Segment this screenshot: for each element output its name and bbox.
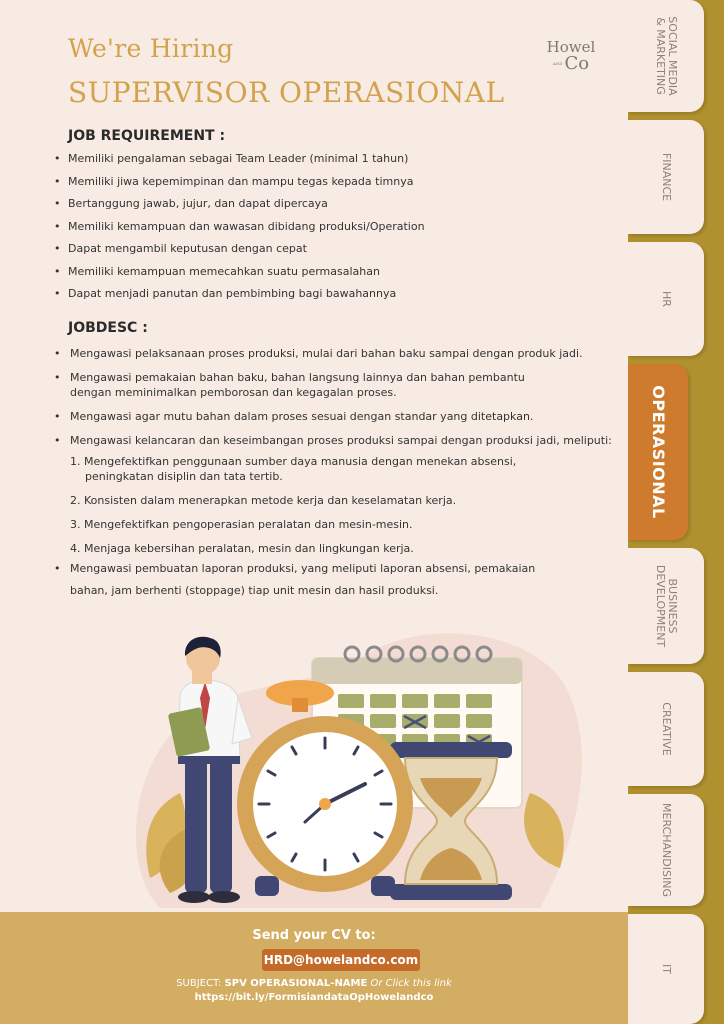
logo-and: AND	[552, 61, 563, 66]
tab-creative[interactable]	[628, 672, 704, 786]
subject-line	[0, 978, 628, 989]
email-link[interactable]: HRD@howelandco.com	[262, 949, 420, 971]
tab-label-line-1: SOCIAL MEDIA	[666, 16, 679, 96]
list-item: • Memiliki pengalaman sebagai Team Leader (minimal 1 tahun)	[54, 152, 574, 166]
hiring-heading: We're Hiring	[68, 34, 234, 63]
jobdesc-list	[54, 346, 614, 448]
footer	[0, 912, 628, 1024]
list-item: • Mengawasi pelaksanaan proses produksi, mulai dari bahan baku sampai dengan produk jadi.	[54, 346, 614, 361]
list-item: • Dapat menjadi panutan dan pembimbing bagi bawahannya	[54, 287, 574, 301]
sub-list-item: 1. Mengefektifkan penggunaan sumber daya manusia dengan menekan absensi, peningkatan disiplin dan tata tertib.	[70, 455, 517, 483]
sub-list-item: 4. Menjaga kebersihan peralatan, mesin dan lingkungan kerja.	[70, 542, 414, 555]
list-item: • Dapat mengambil keputusan dengan cepat	[54, 242, 574, 256]
tab-finance[interactable]	[628, 120, 704, 234]
time-management-illustration	[120, 618, 590, 914]
tab-label: OPERASIONAL	[649, 385, 668, 519]
sub-list-item: 2. Konsisten dalam menerapkan metode kerja dan keselamatan kerja.	[70, 494, 457, 507]
list-item: • Bertanggung jawab, jujur, dan dapat dipercaya	[54, 197, 574, 211]
form-link[interactable]: https://bit.ly/FormisiandataOpHowelandco	[194, 992, 434, 1003]
company-logo	[540, 40, 602, 73]
tab-label: IT	[660, 964, 673, 974]
list-item: • Memiliki jiwa kepemimpinan dan mampu tegas kepada timnya	[54, 175, 574, 189]
tab-business-development[interactable]	[628, 548, 704, 664]
logo-line-1: Howel	[546, 38, 596, 56]
tab-label-line-2: DEVELOPMENT	[654, 564, 667, 648]
list-item: • Mengawasi pemakaian bahan baku, bahan langsung lainnya dan bahan pembantu dengan meminimalkan pemborosan dan kegagalan proses.	[54, 370, 544, 400]
tab-label: FINANCE	[660, 152, 673, 202]
sub-list-item: 3. Mengefektifkan pengoperasian peralatan dan mesin-mesin.	[70, 518, 413, 531]
jobdesc-heading: JOBDESC :	[68, 320, 148, 336]
list-item: • Mengawasi agar mutu bahan dalam proses sesuai dengan standar yang ditetapkan.	[54, 409, 614, 424]
list-item: • Mengawasi kelancaran dan keseimbangan proses produksi sampai dengan produksi jadi, meliputi:	[54, 433, 614, 448]
position-title: SUPERVISOR OPERASIONAL	[68, 76, 505, 109]
tab-label	[654, 565, 678, 647]
jobdesc-sublist	[70, 454, 600, 556]
tab-label-line-1: BUSINESS	[666, 578, 679, 634]
list-item: • Mengawasi pembuatan laporan produksi, yang meliputi laporan absensi, pemakaian bahan, jam berhenti (stoppage) tiap unit mesin dan hasil produksi.	[54, 558, 574, 602]
tab-label-line-2: & MARKETING	[654, 17, 667, 95]
tab-operasional[interactable]	[628, 364, 688, 540]
requirement-list	[54, 152, 574, 310]
tab-label	[654, 16, 678, 95]
subject-prefix: SUBJECT:	[176, 978, 225, 989]
tab-label: CREATIVE	[660, 702, 673, 756]
send-cv-label: Send your CV to:	[252, 928, 376, 943]
subject-value: SPV OPERASIONAL-NAME	[224, 978, 368, 989]
tab-social-media-marketing[interactable]	[628, 0, 704, 112]
list-item: • Memiliki kemampuan memecahkan suatu permasalahan	[54, 265, 574, 279]
list-item: • Memiliki kemampuan dan wawasan dibidang produksi/Operation	[54, 220, 574, 234]
tab-label: MERCHANDISING	[660, 803, 673, 897]
logo-line-2: Co	[564, 53, 590, 74]
tab-hr[interactable]	[628, 242, 704, 356]
subject-note: Or Click this link	[367, 978, 452, 989]
jobdesc-last	[54, 558, 574, 602]
requirement-heading: JOB REQUIREMENT :	[68, 128, 226, 144]
tab-label: HR	[660, 291, 673, 307]
tab-it[interactable]	[628, 914, 704, 1024]
tab-merchandising[interactable]	[628, 794, 704, 906]
